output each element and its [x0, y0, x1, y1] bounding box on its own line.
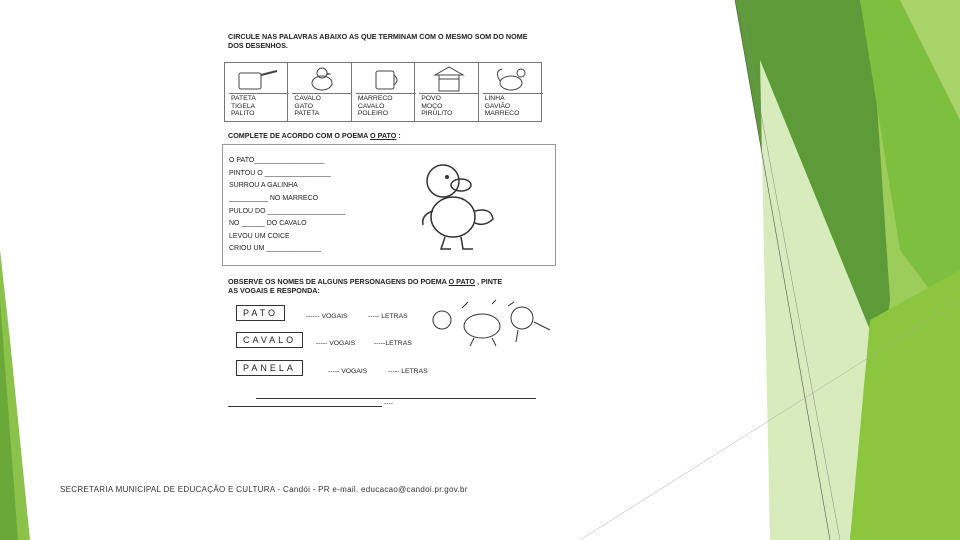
poem-line: CRIOU UM ______________: [229, 245, 321, 252]
poem-line: O PATO__________________: [229, 157, 325, 164]
answer-line: [228, 406, 382, 407]
word: PALITO: [231, 110, 255, 118]
pot-icon: [229, 65, 289, 94]
instruction-observe-names: OBSERVE OS NOMES DE ALGUNS PERSONAGENS DO POEMA O PATO , PINTE AS VOGAIS E RESPONDA:: [228, 277, 503, 295]
grid-cell: [288, 63, 351, 121]
poem-title: O PATO: [448, 277, 475, 286]
letters-count: ----- LETRAS: [388, 368, 428, 375]
word: GAVIÃO: [484, 102, 511, 110]
word: POVO: [421, 95, 441, 102]
name-box-pato: PATO: [236, 305, 285, 321]
closing-mark: ----: [384, 400, 394, 407]
grid-cell: [415, 63, 478, 121]
word: MARRECO: [484, 110, 520, 118]
vowels-count: ------ VOGAIS: [306, 313, 348, 320]
word: MARRECO: [357, 95, 393, 102]
name-box-panela: PANELA: [236, 360, 303, 376]
grid-cell: [225, 63, 288, 121]
grid-cell: [479, 63, 541, 121]
word: CAVALO: [357, 102, 385, 110]
word-list: [231, 95, 256, 118]
grid-cell: [352, 63, 415, 121]
word: POLEIRO: [357, 110, 389, 118]
word: GATO: [294, 102, 314, 110]
bird-icon: [292, 65, 352, 94]
letters-count: -----LETRAS: [374, 340, 412, 347]
cup-icon: [356, 65, 416, 94]
word-list: [294, 95, 321, 118]
name-box-cavalo: CAVALO: [236, 332, 303, 348]
word-list: [358, 95, 393, 118]
poem-line: PULOU DO ____________________: [229, 208, 346, 215]
poem-line: __________ NO MARRECO: [229, 195, 319, 202]
letters-count: ----- LETRAS: [368, 313, 408, 320]
word: PATETA: [294, 110, 320, 118]
vowels-count: ----- VOGAIS: [328, 368, 368, 375]
instruction-complete-poem: COMPLETE DE ACORDO COM O POEMA O PATO :: [228, 131, 401, 140]
footer-text: SECRETARIA MUNICIPAL DE EDUCAÇÃO E CULTURA - Candói - PR e-mail. educacao@candoi.pr.gov.br: [60, 485, 468, 494]
worksheet-image: [222, 28, 562, 418]
vowels-count: ----- VOGAIS: [316, 340, 356, 347]
rhyme-grid: [224, 62, 542, 122]
poem-title: O PATO: [370, 131, 397, 140]
word: TIGELA: [231, 102, 256, 110]
word-list: [421, 95, 452, 118]
duck-icon: [413, 155, 503, 255]
well-icon: [419, 65, 479, 94]
poem-line: LEVOU UM COICE: [229, 233, 290, 240]
word: PIRULITO: [421, 110, 453, 118]
word-list: [485, 95, 520, 118]
word: MOÇO: [421, 102, 443, 110]
answer-line: [256, 398, 536, 399]
word: LINHA: [484, 95, 505, 102]
poem-line: PINTOU O _________________: [229, 170, 331, 177]
poem-line: SURROU A GALINHA: [229, 182, 298, 189]
poem-line: NO ______ DO CAVALO: [229, 220, 307, 227]
word: PATETA: [231, 95, 256, 102]
poem-box: [222, 144, 556, 266]
word: CAVALO: [294, 95, 321, 102]
rooster-icon: [483, 65, 543, 94]
instruction-circle-words: CIRCULE NAS PALAVRAS ABAIXO AS QUE TERMINAM COM O MESMO SOM DO NOME DOS DESENHOS.: [228, 32, 528, 50]
animals-fight-icon: [422, 298, 562, 348]
